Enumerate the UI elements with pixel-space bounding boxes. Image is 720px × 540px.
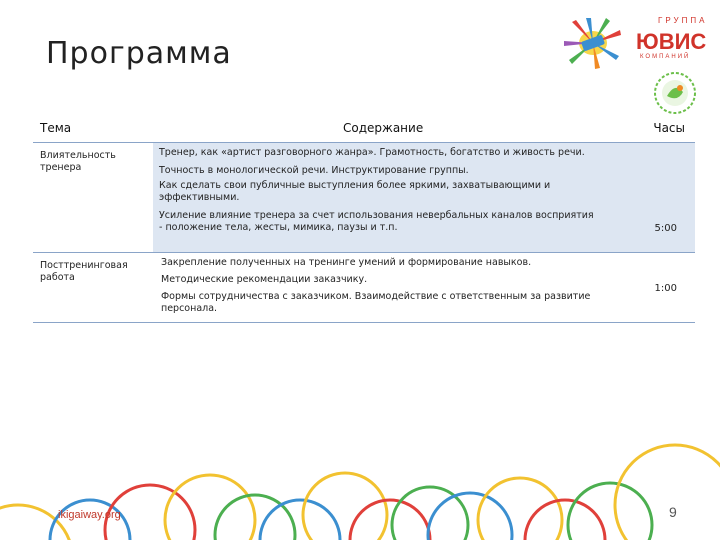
- table-row: [33, 253, 695, 323]
- table-row: [33, 143, 695, 253]
- content-paragraph: Формы сотрудничества с заказчиком. Взаимодействие с ответственным за развитие персонала.: [161, 291, 591, 314]
- content-paragraph: Точность в монологической речи. Инструктирование группы.: [159, 165, 469, 176]
- uvis-logo: [628, 16, 708, 66]
- content-paragraph: Как сделать свои публичные выступления более яркими, захватывающими и эффективными.: [159, 180, 551, 203]
- uvis-logo-top: ГРУППА: [658, 16, 708, 25]
- children-hands-logo-icon: [562, 16, 624, 70]
- row-hours: 5:00: [654, 223, 677, 234]
- row-content: [161, 257, 611, 321]
- program-table: [33, 112, 695, 323]
- logo-group: [562, 10, 712, 110]
- content-paragraph: Тренер, как «артист разговорного жанра». Грамотность, богатство и живость речи.: [159, 147, 585, 158]
- row-content: [159, 147, 609, 240]
- table-header: [33, 112, 695, 143]
- content-paragraph: Усиление влияние тренера за счет использования невербальных каналов восприятия - положение тела, жесты, мимика, паузы и т.п.: [159, 210, 594, 233]
- content-paragraph: Методические рекомендации заказчику.: [161, 274, 368, 285]
- page-title: Программа: [46, 36, 232, 71]
- column-header-topic: Тема: [40, 121, 72, 135]
- footer-website-link[interactable]: ikigaiway.org: [58, 509, 121, 521]
- row-topic: Влиятельность тренера: [40, 150, 116, 173]
- page-number: 9: [669, 504, 677, 520]
- uvis-logo-bottom: КОМПАНИЙ: [640, 54, 691, 60]
- green-circle-logo-icon: [650, 68, 700, 118]
- row-hours: 1:00: [654, 283, 677, 294]
- column-header-content: Содержание: [343, 121, 424, 135]
- uvis-logo-main: ЮВИС: [636, 29, 707, 54]
- row-topic: Посттренинговая работа: [40, 260, 128, 283]
- content-paragraph: Закрепление полученных на тренинге умений и формирование навыков.: [161, 257, 532, 268]
- column-header-hours: Часы: [653, 121, 685, 135]
